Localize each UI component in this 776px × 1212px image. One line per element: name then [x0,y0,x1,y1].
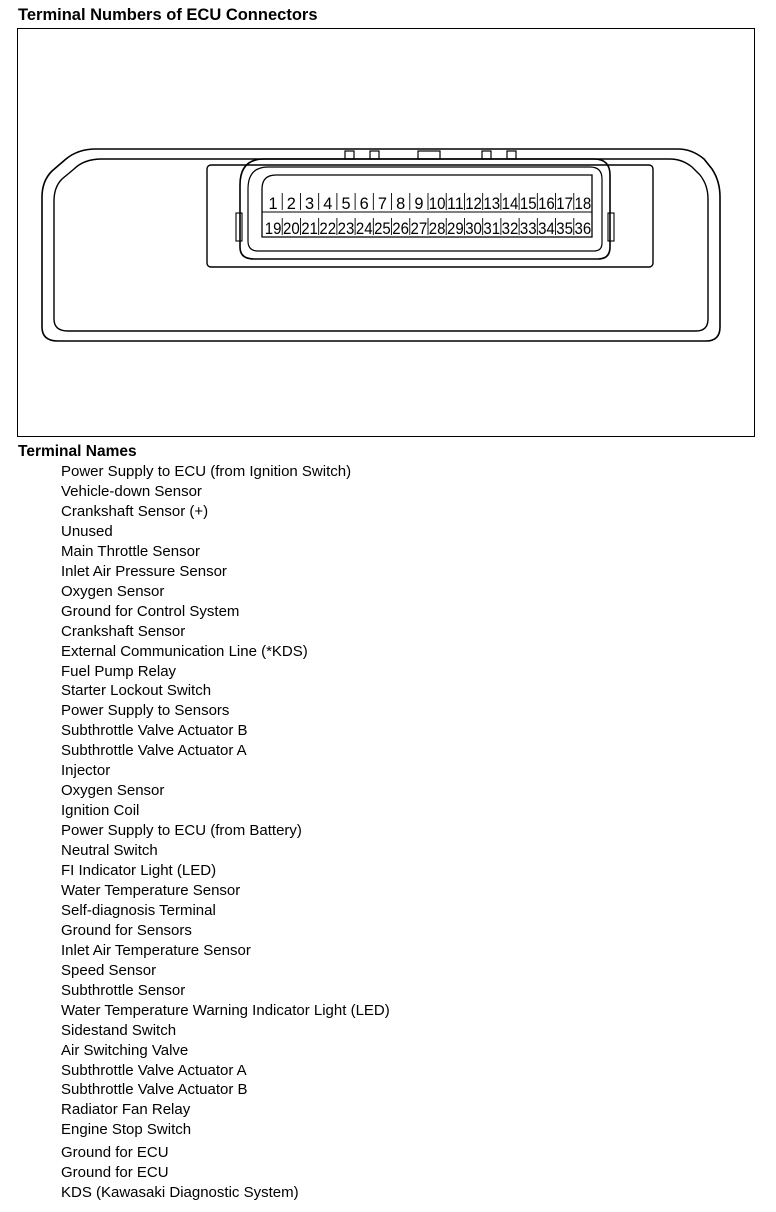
terminal-name: Neutral Switch [61,842,158,860]
pin-label: 28 [428,219,446,238]
pin-label: 29 [446,219,464,238]
locking-tab [418,151,440,159]
pin-label: 4 [323,194,333,213]
pin-label: 21 [301,219,318,238]
terminal-name: Subthrottle Valve Actuator B [61,722,248,740]
pin-label: 35 [556,219,574,238]
locking-tab [370,151,379,159]
pin-label: 9 [414,194,424,213]
pin-label: 1 [268,194,278,213]
locking-tab [345,151,354,159]
pin-row-top [269,193,592,213]
footnote-text: KDS (Kawasaki Diagnostic System) [61,1183,299,1201]
terminal-name: Radiator Fan Relay [61,1101,191,1119]
pin-label: 33 [519,219,537,238]
side-latch [236,213,242,241]
pin-label: 30 [465,219,482,238]
pin-label: 15 [519,194,537,213]
ecu-housing-outer [42,149,720,341]
pin-label: 24 [355,219,373,238]
terminal-name: Air Switching Valve [61,1041,189,1059]
pin-label: 7 [377,194,388,213]
terminal-name: Inlet Air Pressure Sensor [61,562,227,580]
terminal-name: External Communication Line (*KDS) [61,642,308,660]
terminal-name: Inlet Air Temperature Sensor [61,941,251,959]
terminal-name: Injector [61,762,111,780]
pin-label: 6 [359,194,369,213]
terminal-name: Subthrottle Valve Actuator A [61,1061,247,1079]
locking-tab [482,151,491,159]
pin-label: 25 [374,219,391,238]
terminal-names-heading: Terminal Names [18,443,137,460]
terminal-name: FI Indicator Light (LED) [61,862,217,879]
connector-plate [207,165,653,267]
pin-label: 5 [341,194,351,213]
terminal-name: Subthrottle Sensor [61,981,186,999]
pin-label: 16 [538,194,555,213]
pin-label: 14 [501,194,519,213]
terminal-name: Ground for Sensors [61,921,192,939]
terminal-name: Self-diagnosis Terminal [61,901,216,919]
terminal-name: Subthrottle Valve Actuator B [61,1081,248,1099]
terminal-name: Ignition Coil [61,802,140,820]
pin-label: 27 [410,219,428,238]
terminal-name: Ground for Control System [61,602,240,620]
terminal-name: Main Throttle Sensor [61,542,200,560]
terminal-name: Crankshaft Sensor (+) [61,502,209,520]
pin-label: 23 [337,219,355,238]
terminal-name: Vehicle-down Sensor [61,482,202,500]
pin-label: 13 [483,194,501,213]
page-title: Terminal Numbers of ECU Connectors [18,6,318,24]
pin-label: 12 [465,194,482,213]
terminal-name: Water Temperature Warning Indicator Light (LED) [61,1001,390,1019]
pin-label: 22 [319,219,337,238]
pin-label: 32 [501,219,519,238]
pin-label: 11 [446,194,464,213]
terminal-name: Oxygen Sensor [61,782,165,800]
terminal-name: Power Supply to ECU (from Ignition Switch) [61,463,352,480]
terminal-name: Unused [61,522,113,540]
pin-label: 8 [396,194,406,213]
locking-tab [507,151,516,159]
terminal-name: Sidestand Switch [61,1021,177,1039]
side-latch [608,213,614,241]
terminal-name: Speed Sensor [61,961,157,979]
pin-label: 19 [264,219,282,238]
terminal-name: Subthrottle Valve Actuator A [61,742,247,760]
ecu-connector-drawing [18,29,756,438]
pin-label: 36 [574,219,592,238]
pin-label: 26 [392,219,410,238]
pin-label: 10 [428,194,446,213]
pin-label: 3 [305,194,315,213]
terminal-name: Ground for ECU [61,1143,169,1161]
terminal-name: Power Supply to Sensors [61,702,230,720]
pin-label: 34 [538,219,555,238]
pin-row-bottom [265,218,592,238]
terminal-name: Engine Stop Switch [61,1121,192,1139]
pin-label: 17 [556,194,574,213]
pin-label: 20 [282,219,300,238]
pin-label: 31 [483,219,501,238]
terminal-name: Ground for ECU [61,1163,169,1181]
terminal-name: Starter Lockout Switch [61,682,212,700]
connector-diagram [17,28,755,437]
terminal-name: Oxygen Sensor [61,582,165,600]
terminal-name: Crankshaft Sensor [61,622,186,640]
pin-label: 2 [286,194,296,213]
terminal-name: Fuel Pump Relay [61,662,177,680]
terminal-name: Water Temperature Sensor [61,881,241,899]
pin-label: 18 [574,194,592,213]
terminal-name: Power Supply to ECU (from Battery) [61,822,302,840]
